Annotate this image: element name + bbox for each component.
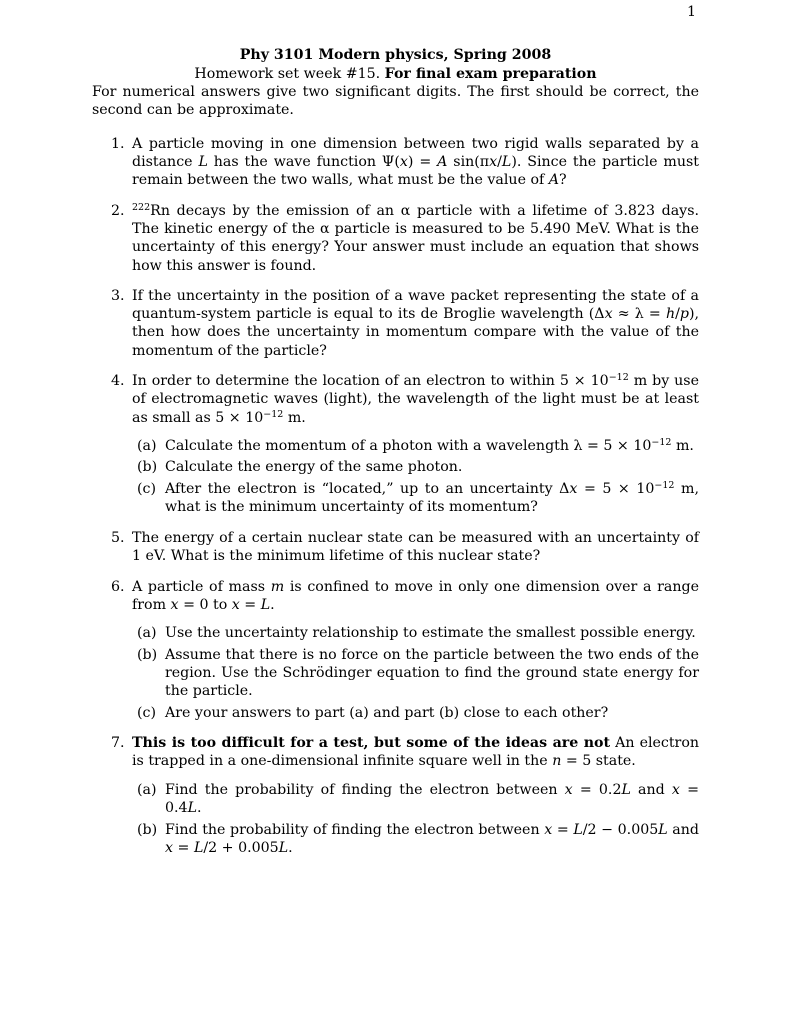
subproblem-label: (c) [137,704,157,721]
subproblem-text: Find the probability of finding the electron between x = 0.2L and x = 0.4L. [165,781,699,816]
problem-number: 4. [111,373,125,390]
subproblem-4c [132,480,699,516]
difficulty-note: This is too difficult for a test, but some of the ideas are not [132,735,611,752]
subproblem-label: (a) [137,437,157,454]
problem-1 [92,135,699,190]
problem-7 [92,734,699,857]
problem-4 [92,372,699,516]
problem-text: A particle of mass m is confined to move in only one dimension over a range from x = 0 to x = L. [132,578,699,613]
subproblem-list [132,781,699,857]
problem-6 [92,578,699,722]
subproblem-7a [132,781,699,817]
subproblem-text: Calculate the momentum of a photon with a wavelength $\lambda = 5 \times 10^{-12}$ m. [165,436,694,454]
subproblem-7b [132,821,699,857]
problem-number: 7. [111,735,125,752]
homework-subtitle [92,65,699,83]
subproblem-6c [132,704,699,722]
subproblem-text: Calculate the energy of the same photon. [165,459,463,476]
subproblem-list [132,624,699,722]
problem-text: $^{222}$Rn decays by the emission of an α particle with a lifetime of 3.823 days. The kinetic energy of the α particle is measured to be 5.490 MeV. What is the uncertainty of this energy? Your answer must include an equation that shows how this answer is found. [132,201,699,274]
subproblem-text: Assume that there is no force on the particle between the two ends of the region. Use the Schrödinger equation to find the ground state energy for the particle. [165,646,699,700]
subproblem-6a [132,624,699,642]
subproblem-label: (b) [137,459,158,476]
problem-text: A particle moving in one dimension between two rigid walls separated by a distance L has the wave function Ψ(x) = A sin(πx/L). Since the particle must remain between the two walls, what must be the value of A? [132,136,699,189]
subproblem-label: (a) [137,781,157,798]
subproblem-6b [132,646,699,701]
problem-text: If the uncertainty in the position of a wave packet representing the state of a quantum-system particle is equal to its de Broglie wavelength (Δx ≈ λ = h/p), then how does the uncertainty in momentum compare with the value of the momentum of the particle? [132,288,699,359]
problem-number: 3. [111,288,125,305]
subproblem-label: (c) [137,481,157,498]
subproblem-list [132,437,699,517]
subproblem-label: (b) [137,821,158,838]
page-number: 1 [686,4,696,20]
subtitle-bold: For final exam preparation [384,66,597,83]
subproblem-text: Use the uncertainty relationship to estimate the smallest possible energy. [165,624,696,641]
problem-text: The energy of a certain nuclear state can be measured with an uncertainty of 1 eV. What is the minimum lifetime of this nuclear state? [132,529,699,565]
subproblem-text: Find the probability of finding the electron between x = L/2 − 0.005L and x = L/2 + 0.005L. [165,821,699,856]
instructions-paragraph: For numerical answers give two significant digits. The first should be correct, the second can be approximate. [92,84,699,119]
problem-number: 5. [111,529,125,546]
subproblem-4b [132,458,699,476]
subproblem-label: (b) [137,646,158,663]
problem-2 [92,202,699,275]
isotope-mass-number: 222 [132,201,151,213]
problem-number: 1. [111,136,125,152]
subproblem-label: (a) [137,624,157,641]
document-header [92,46,699,83]
subproblem-4a [132,437,699,455]
problem-number: 6. [111,578,125,595]
problem-5 [92,529,699,565]
problem-list [92,135,699,869]
problem-text: This is too difficult for a test, but some of the ideas are not An electron is trapped in a one-dimensional infinite square well in the n = 5 state. [132,735,700,770]
problem-3 [92,287,699,360]
subproblem-text: Are your answers to part (a) and part (b) close to each other? [165,704,609,721]
subproblem-text: After the electron is “located,” up to an uncertainty $\Delta x = 5 \times 10^{-12}$ m, what is the minimum uncertainty of its momentum? [165,480,699,516]
subtitle-prefix: Homework set week #15. [194,66,381,83]
problem-text: In order to determine the location of an electron to within $5 \times 10^{-12}$ m by use of electromagnetic waves (light), the wavelength of the light must be at least as small as $5 \times 10^{-12}$ m. [132,372,699,426]
course-title: Phy 3101 Modern physics, Spring 2008 [239,47,552,63]
problem-number: 2. [111,202,125,219]
